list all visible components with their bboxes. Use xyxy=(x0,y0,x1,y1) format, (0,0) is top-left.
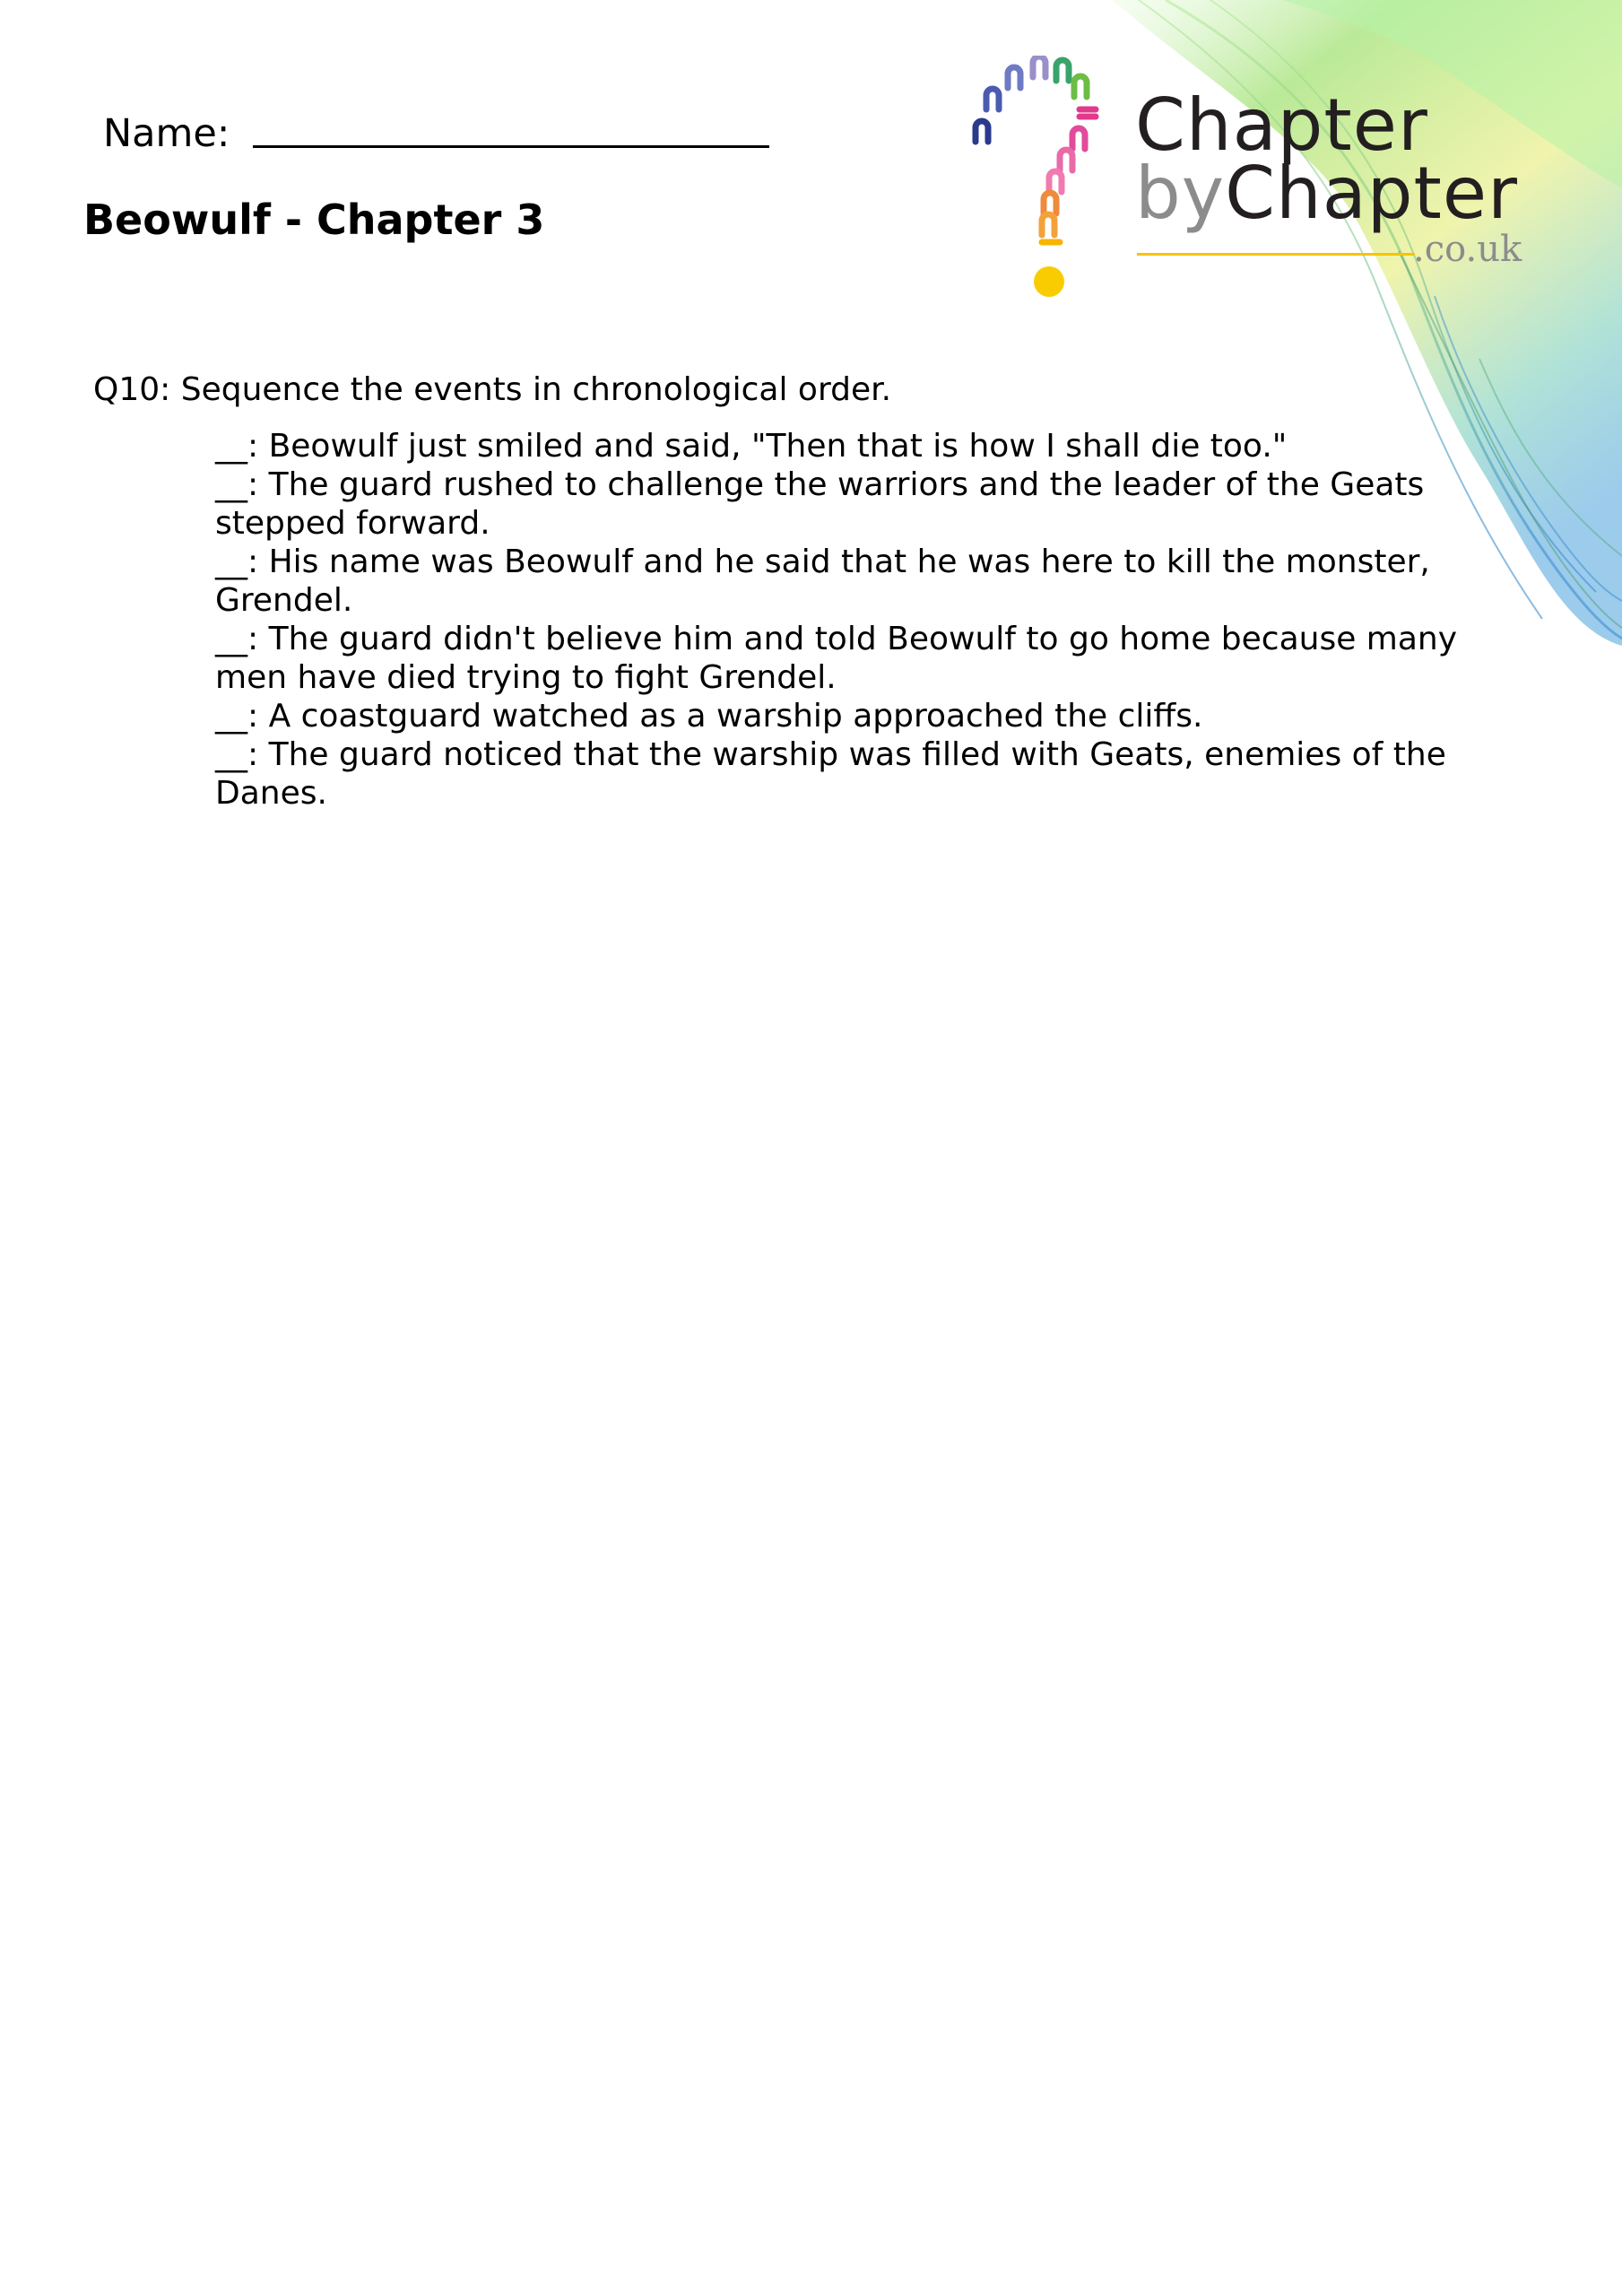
sequence-item[interactable]: __: The guard didn't believe him and told Beowulf to go home because many men have died trying to fight Grendel. xyxy=(215,621,1458,696)
brand-line-1: Chapter xyxy=(1135,83,1428,167)
brand-underline xyxy=(1137,253,1415,256)
brand-by-text: by xyxy=(1135,152,1226,235)
name-blank-line[interactable] xyxy=(253,145,769,148)
brand-chapter-text: Chapter xyxy=(1225,152,1518,235)
name-field-row xyxy=(103,111,769,156)
sequence-item[interactable]: __: A coastguard watched as a warship approached the cliffs. xyxy=(215,698,1203,735)
brand-domain-suffix: .co.uk xyxy=(1413,229,1522,270)
sequence-item[interactable]: __: The guard noticed that the warship was filled with Geats, enemies of the Danes. xyxy=(215,736,1446,812)
sequence-item[interactable]: __: Beowulf just smiled and said, "Then that is how I shall die too." xyxy=(215,428,1288,465)
name-label: Name: xyxy=(103,111,230,156)
worksheet-title: Beowulf - Chapter 3 xyxy=(83,196,545,244)
brand-line-2 xyxy=(1135,152,1518,235)
sequence-items-list xyxy=(215,427,1488,813)
sequence-item[interactable]: __: The guard rushed to challenge the warriors and the leader of the Geats stepped forward. xyxy=(215,466,1425,542)
sequence-item[interactable]: __: His name was Beowulf and he said that he was here to kill the monster, Grendel. xyxy=(215,544,1430,619)
brand-wordmark xyxy=(1135,83,1522,270)
question-prompt: Q10: Sequence the events in chronological order. xyxy=(93,371,892,408)
